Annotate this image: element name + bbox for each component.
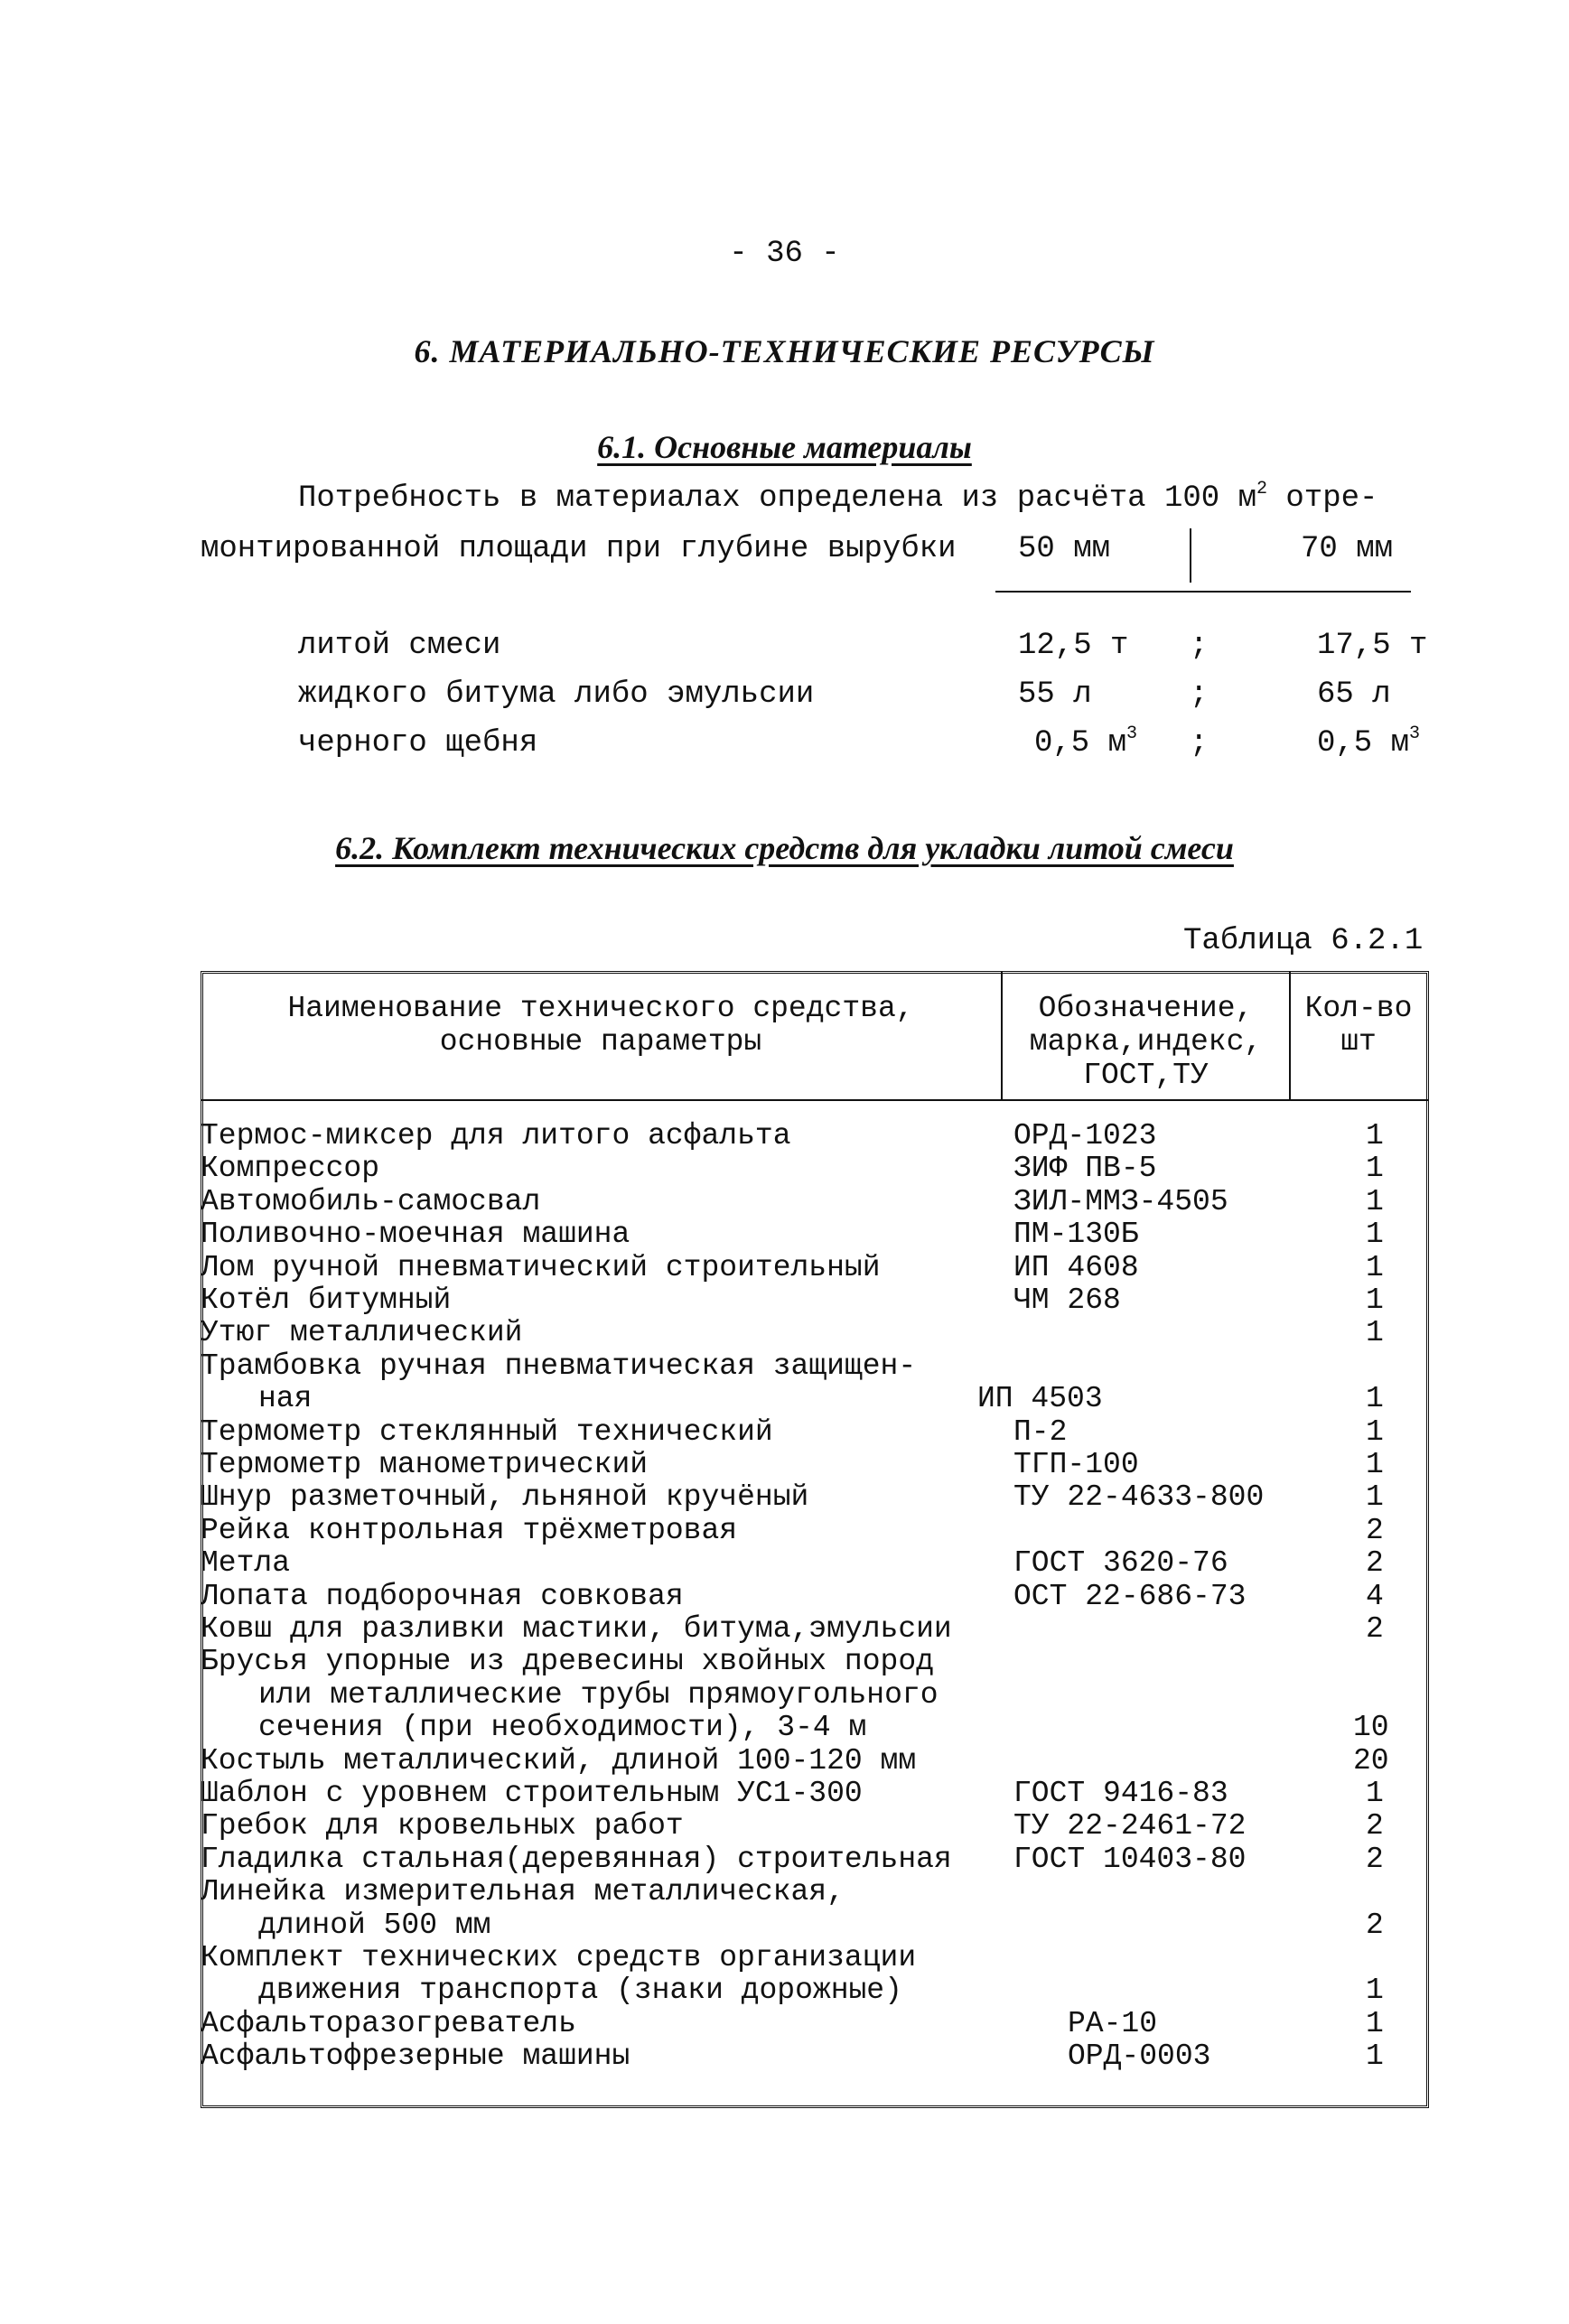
- row-name: Комплект технических средств организации: [201, 1941, 917, 1974]
- row-mark: ЗИЛ-ММЗ-4505: [1013, 1184, 1228, 1218]
- material-name: жидкого битума либо эмульсии: [298, 677, 815, 712]
- subsection-title-equipment: 6.2. Комплект технических средств для укладки литой смеси: [335, 830, 1234, 866]
- row-mark: ПМ-130Б: [1013, 1218, 1139, 1252]
- row-name: Гребок для кровельных работ: [201, 1809, 684, 1843]
- row-name: Метла: [201, 1546, 291, 1581]
- row-mark: ГОСТ 10403-80: [1013, 1842, 1247, 1876]
- depth-column-divider: [1190, 528, 1191, 583]
- row-name: Поливочно-моечная машина: [201, 1218, 630, 1252]
- row-qty: 1: [1366, 1152, 1384, 1186]
- subsection-title-materials: 6.1. Основные материалы: [597, 429, 972, 465]
- row-name: движения транспорта (знаки дорожные): [258, 1974, 902, 2008]
- row-qty: 2: [1366, 1842, 1384, 1876]
- material-value-70mm: 0,5 $м^3$: [1317, 723, 1421, 761]
- row-name: Брусья упорные из древесины хвойных пород: [201, 1645, 934, 1679]
- header-line: Наименование технического средства,: [287, 992, 914, 1025]
- row-name: Шаблон с уровнем строительным УС1-300: [201, 1777, 863, 1810]
- header-line: основные параметры: [439, 1025, 762, 1059]
- row-name: Ковш для разливки мастики, битума,эмульсии: [201, 1612, 952, 1646]
- row-mark: ОСТ 22-686-73: [1013, 1579, 1247, 1613]
- row-qty: 1: [1366, 1250, 1384, 1284]
- row-name: Шнур разметочный, льняной кручёный: [201, 1480, 809, 1515]
- depth-70-header: 70 мм: [1301, 532, 1394, 566]
- material-value-50mm: 55 л: [1018, 677, 1092, 712]
- material-separator: ;: [1190, 629, 1209, 663]
- header-bottom-line: [201, 1099, 1429, 1101]
- header-mark-column: [1003, 992, 1289, 1092]
- row-name: Термос-миксер для литого асфальта: [201, 1119, 791, 1153]
- row-name: Линейка измерительная металлическая,: [201, 1875, 845, 1909]
- row-mark: ЧМ 268: [1013, 1283, 1121, 1317]
- row-name: Автомобиль-самосвал: [201, 1184, 541, 1218]
- row-qty: 1: [1366, 1283, 1384, 1317]
- row-mark: ТГП-100: [1013, 1448, 1139, 1481]
- row-name: Лопата подборочная совковая: [201, 1579, 684, 1613]
- materials-paragraph-line1: Потребность в материалах определена из расчёта 100 $м^2$ отре-: [298, 479, 1378, 516]
- row-qty: 1: [1366, 1414, 1384, 1449]
- row-name: Лом ручной пневматический строительный: [201, 1250, 881, 1284]
- row-name: Гладилка стальная(деревянная) строительная: [201, 1842, 952, 1876]
- row-name: длиной 500 мм: [258, 1908, 491, 1942]
- materials-paragraph-line2: монтированной площади при глубине вырубки: [201, 532, 957, 566]
- header-name-column: [201, 992, 1001, 1059]
- material-value-50mm: 12,5 т: [1018, 629, 1129, 663]
- material-separator: ;: [1190, 677, 1209, 712]
- header-line: Обозначение,: [1038, 992, 1254, 1025]
- material-value-50mm: 0,5 $м^3$: [1034, 723, 1138, 761]
- row-mark: П-2: [1013, 1414, 1068, 1449]
- row-mark: ОРД-0003: [1068, 2039, 1211, 2074]
- row-mark: РА-10: [1068, 2006, 1158, 2040]
- header-line: ГОСТ,ТУ: [1083, 1059, 1209, 1092]
- row-qty: 2: [1366, 1612, 1384, 1646]
- row-mark: ГОСТ 9416-83: [1013, 1777, 1228, 1810]
- row-mark: ИП 4608: [1013, 1250, 1139, 1284]
- material-name: черного щебня: [298, 726, 538, 761]
- row-mark: ИП 4503: [977, 1382, 1103, 1416]
- section-title: 6. МАТЕРИАЛЬНО-ТЕХНИЧЕСКИЕ РЕСУРСЫ: [414, 333, 1155, 369]
- row-qty: 1: [1366, 2039, 1384, 2074]
- row-mark: ГОСТ 3620-76: [1013, 1546, 1228, 1581]
- header-line: Кол-во: [1304, 992, 1413, 1025]
- table-label: Таблица 6.2.1: [1183, 924, 1424, 958]
- row-mark: ТУ 22-2461-72: [1013, 1809, 1247, 1843]
- material-name: литой смеси: [298, 629, 501, 663]
- row-name: Асфальтофрезерные машины: [201, 2039, 630, 2074]
- row-qty: 1: [1366, 2006, 1384, 2040]
- row-qty: 20: [1353, 1743, 1389, 1778]
- row-name: или металлические трубы прямоугольного: [258, 1677, 939, 1712]
- row-qty: 1: [1366, 1218, 1384, 1252]
- row-name: Трамбовка ручная пневматическая защищен-: [201, 1349, 917, 1383]
- row-name: Асфальторазогреватель: [201, 2006, 576, 2040]
- row-qty: 1: [1366, 1382, 1384, 1416]
- row-name: Термометр манометрический: [201, 1448, 649, 1481]
- row-qty: 1: [1366, 1184, 1384, 1218]
- row-qty: 2: [1366, 1546, 1384, 1581]
- row-qty: 2: [1366, 1809, 1384, 1843]
- row-name: ная: [258, 1382, 313, 1416]
- row-mark: ЗИФ ПВ-5: [1013, 1152, 1157, 1186]
- material-value-70mm: 17,5 т: [1317, 629, 1428, 663]
- depth-50-header: 50 мм: [1018, 532, 1111, 566]
- header-line: марка,индекс,: [1029, 1025, 1263, 1059]
- row-qty: 2: [1366, 1513, 1384, 1547]
- row-name: Рейка контрольная трёхметровая: [201, 1513, 738, 1547]
- row-qty: 1: [1366, 1480, 1384, 1515]
- row-qty: 4: [1366, 1579, 1384, 1613]
- row-qty: 1: [1366, 1119, 1384, 1153]
- row-qty: 2: [1366, 1908, 1384, 1942]
- row-name: сечения (при необходимости), 3-4 м: [258, 1711, 867, 1745]
- material-separator: ;: [1190, 726, 1209, 761]
- row-name: Котёл битумный: [201, 1283, 452, 1317]
- row-name: Компрессор: [201, 1152, 380, 1186]
- row-name: Термометр стеклянный технический: [201, 1414, 773, 1449]
- row-qty: 10: [1353, 1711, 1389, 1745]
- row-qty: 1: [1366, 1777, 1384, 1810]
- row-mark: ОРД-1023: [1013, 1119, 1157, 1153]
- row-qty: 1: [1366, 1448, 1384, 1481]
- row-name: Костыль металлический, длиной 100-120 мм: [201, 1743, 917, 1778]
- header-qty-column: [1291, 992, 1426, 1059]
- row-qty: 1: [1366, 1974, 1384, 2008]
- row-mark: ТУ 22-4633-800: [1013, 1480, 1265, 1515]
- header-line: шт: [1340, 1025, 1377, 1059]
- row-name: Утюг металлический: [201, 1316, 523, 1350]
- depth-header-underline: [995, 591, 1411, 593]
- material-value-70mm: 65 л: [1317, 677, 1391, 712]
- row-qty: 1: [1366, 1316, 1384, 1350]
- page-number: - 36 -: [729, 237, 840, 271]
